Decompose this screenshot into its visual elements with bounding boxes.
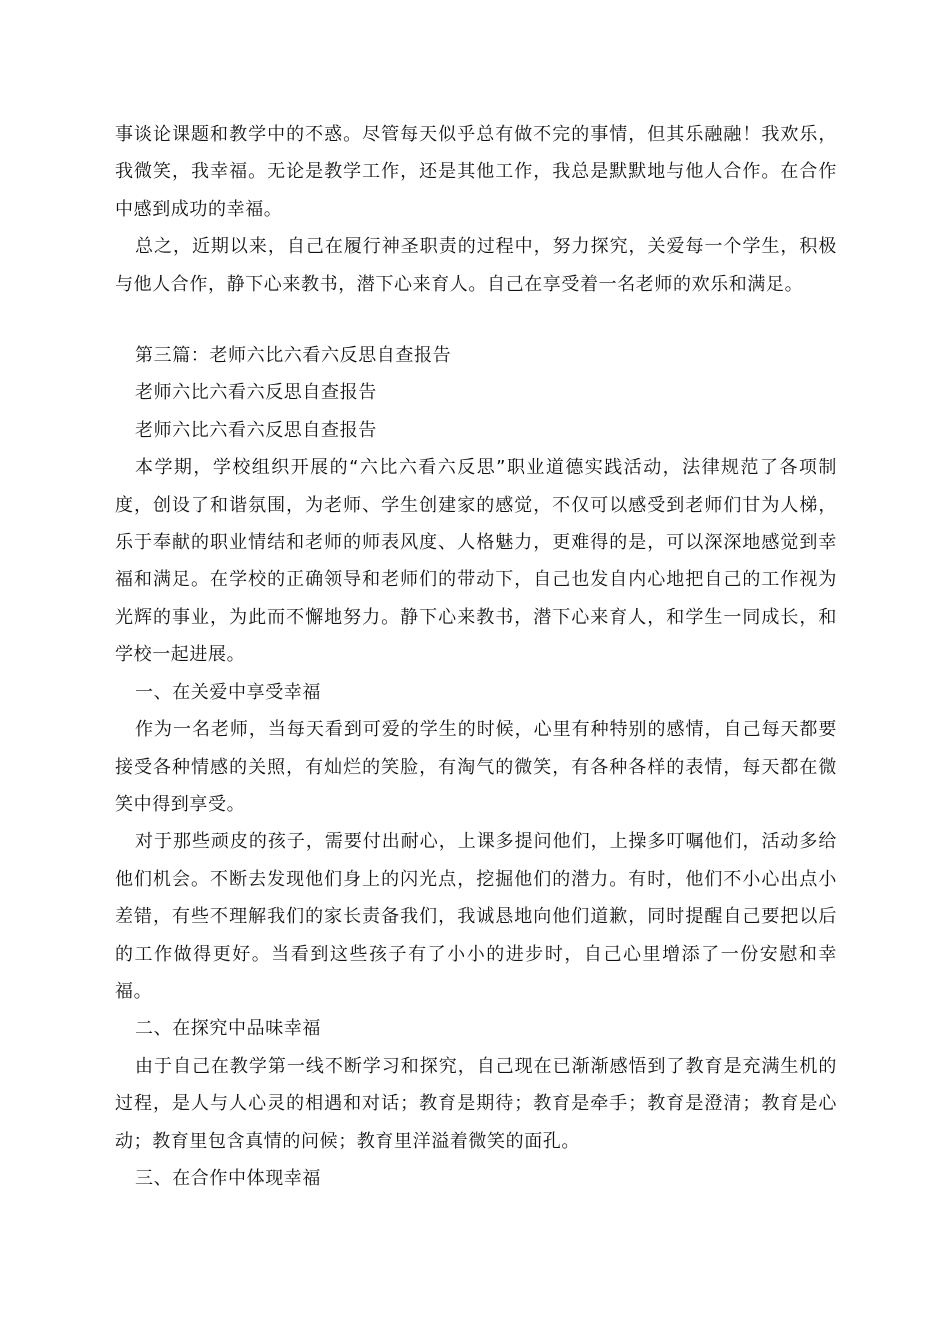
chapter-heading: 第三篇：老师六比六看六反思自查报告 [135,345,452,367]
paragraph-section-2: 由于自己在教学第一线不断学习和探究，自己现在已渐渐感悟到了教育是充满生机的过程，是人与人心灵的相遇和对话；教育是期待；教育是牵手；教育是澄清；教育是心动；教育里包含真情的问候；教育里洋溢着微笑的面孔。 [115,1055,837,1152]
section-heading-2: 二、在探究中品味幸福 [135,1018,321,1040]
paragraph-section-1b: 对于那些顽皮的孩子，需要付出耐心，上课多提问他们，上操多叮嘱他们，活动多给他们机会。不断去发现他们身上的闪光点，挖掘他们的潜力。有时，他们不小心出点小差错，有些不理解我们的家长责备我们，我诚恳地向他们道歉，同时提醒自己要把以后的工作做得更好。当看到这些孩子有了小小的进步时，自己心里增添了一份安慰和幸福。 [115,831,837,1002]
paragraph-section-1a: 作为一名老师，当每天看到可爱的学生的时候，心里有种特别的感情，自己每天都要接受各种情感的关照，有灿烂的笑脸，有淘气的微笑，有各种各样的表情，每天都在微笑中得到享受。 [115,719,837,815]
section-heading-3: 三、在合作中体现幸福 [135,1167,321,1189]
report-subtitle: 老师六比六看六反思自查报告 [135,419,377,441]
paragraph-continued: 事谈论课题和教学中的不惑。尽管每天似乎总有做不完的事情，但其乐融融！我欢乐，我微笑，我幸福。无论是教学工作，还是其他工作，我总是默默地与他人合作。在合作中感到成功的幸福。 [115,124,837,220]
paragraph-summary: 总之，近期以来，自己在履行神圣职责的过程中，努力探究，关爱每一个学生，积极与他人合作，静下心来教书，潜下心来育人。自己在享受着一名老师的欢乐和满足。 [115,236,837,295]
document-body [115,116,837,1197]
section-heading-1: 一、在关爱中享受幸福 [135,681,321,703]
paragraph-intro: 本学期，学校组织开展的“六比六看六反思”职业道德实践活动，法律规范了各项制度，创设了和谐氛围，为老师、学生创建家的感觉，不仅可以感受到老师们甘为人梯，乐于奉献的职业情结和老师的师表风度、人格魅力，更难得的是，可以深深地感觉到幸福和满足。在学校的正确领导和老师们的带动下，自己也发自内心地把自己的工作视为光辉的事业，为此而不懈地努力。静下心来教书，潜下心来育人，和学生一同成长，和学校一起进展。 [115,457,837,666]
report-title: 老师六比六看六反思自查报告 [135,382,377,404]
